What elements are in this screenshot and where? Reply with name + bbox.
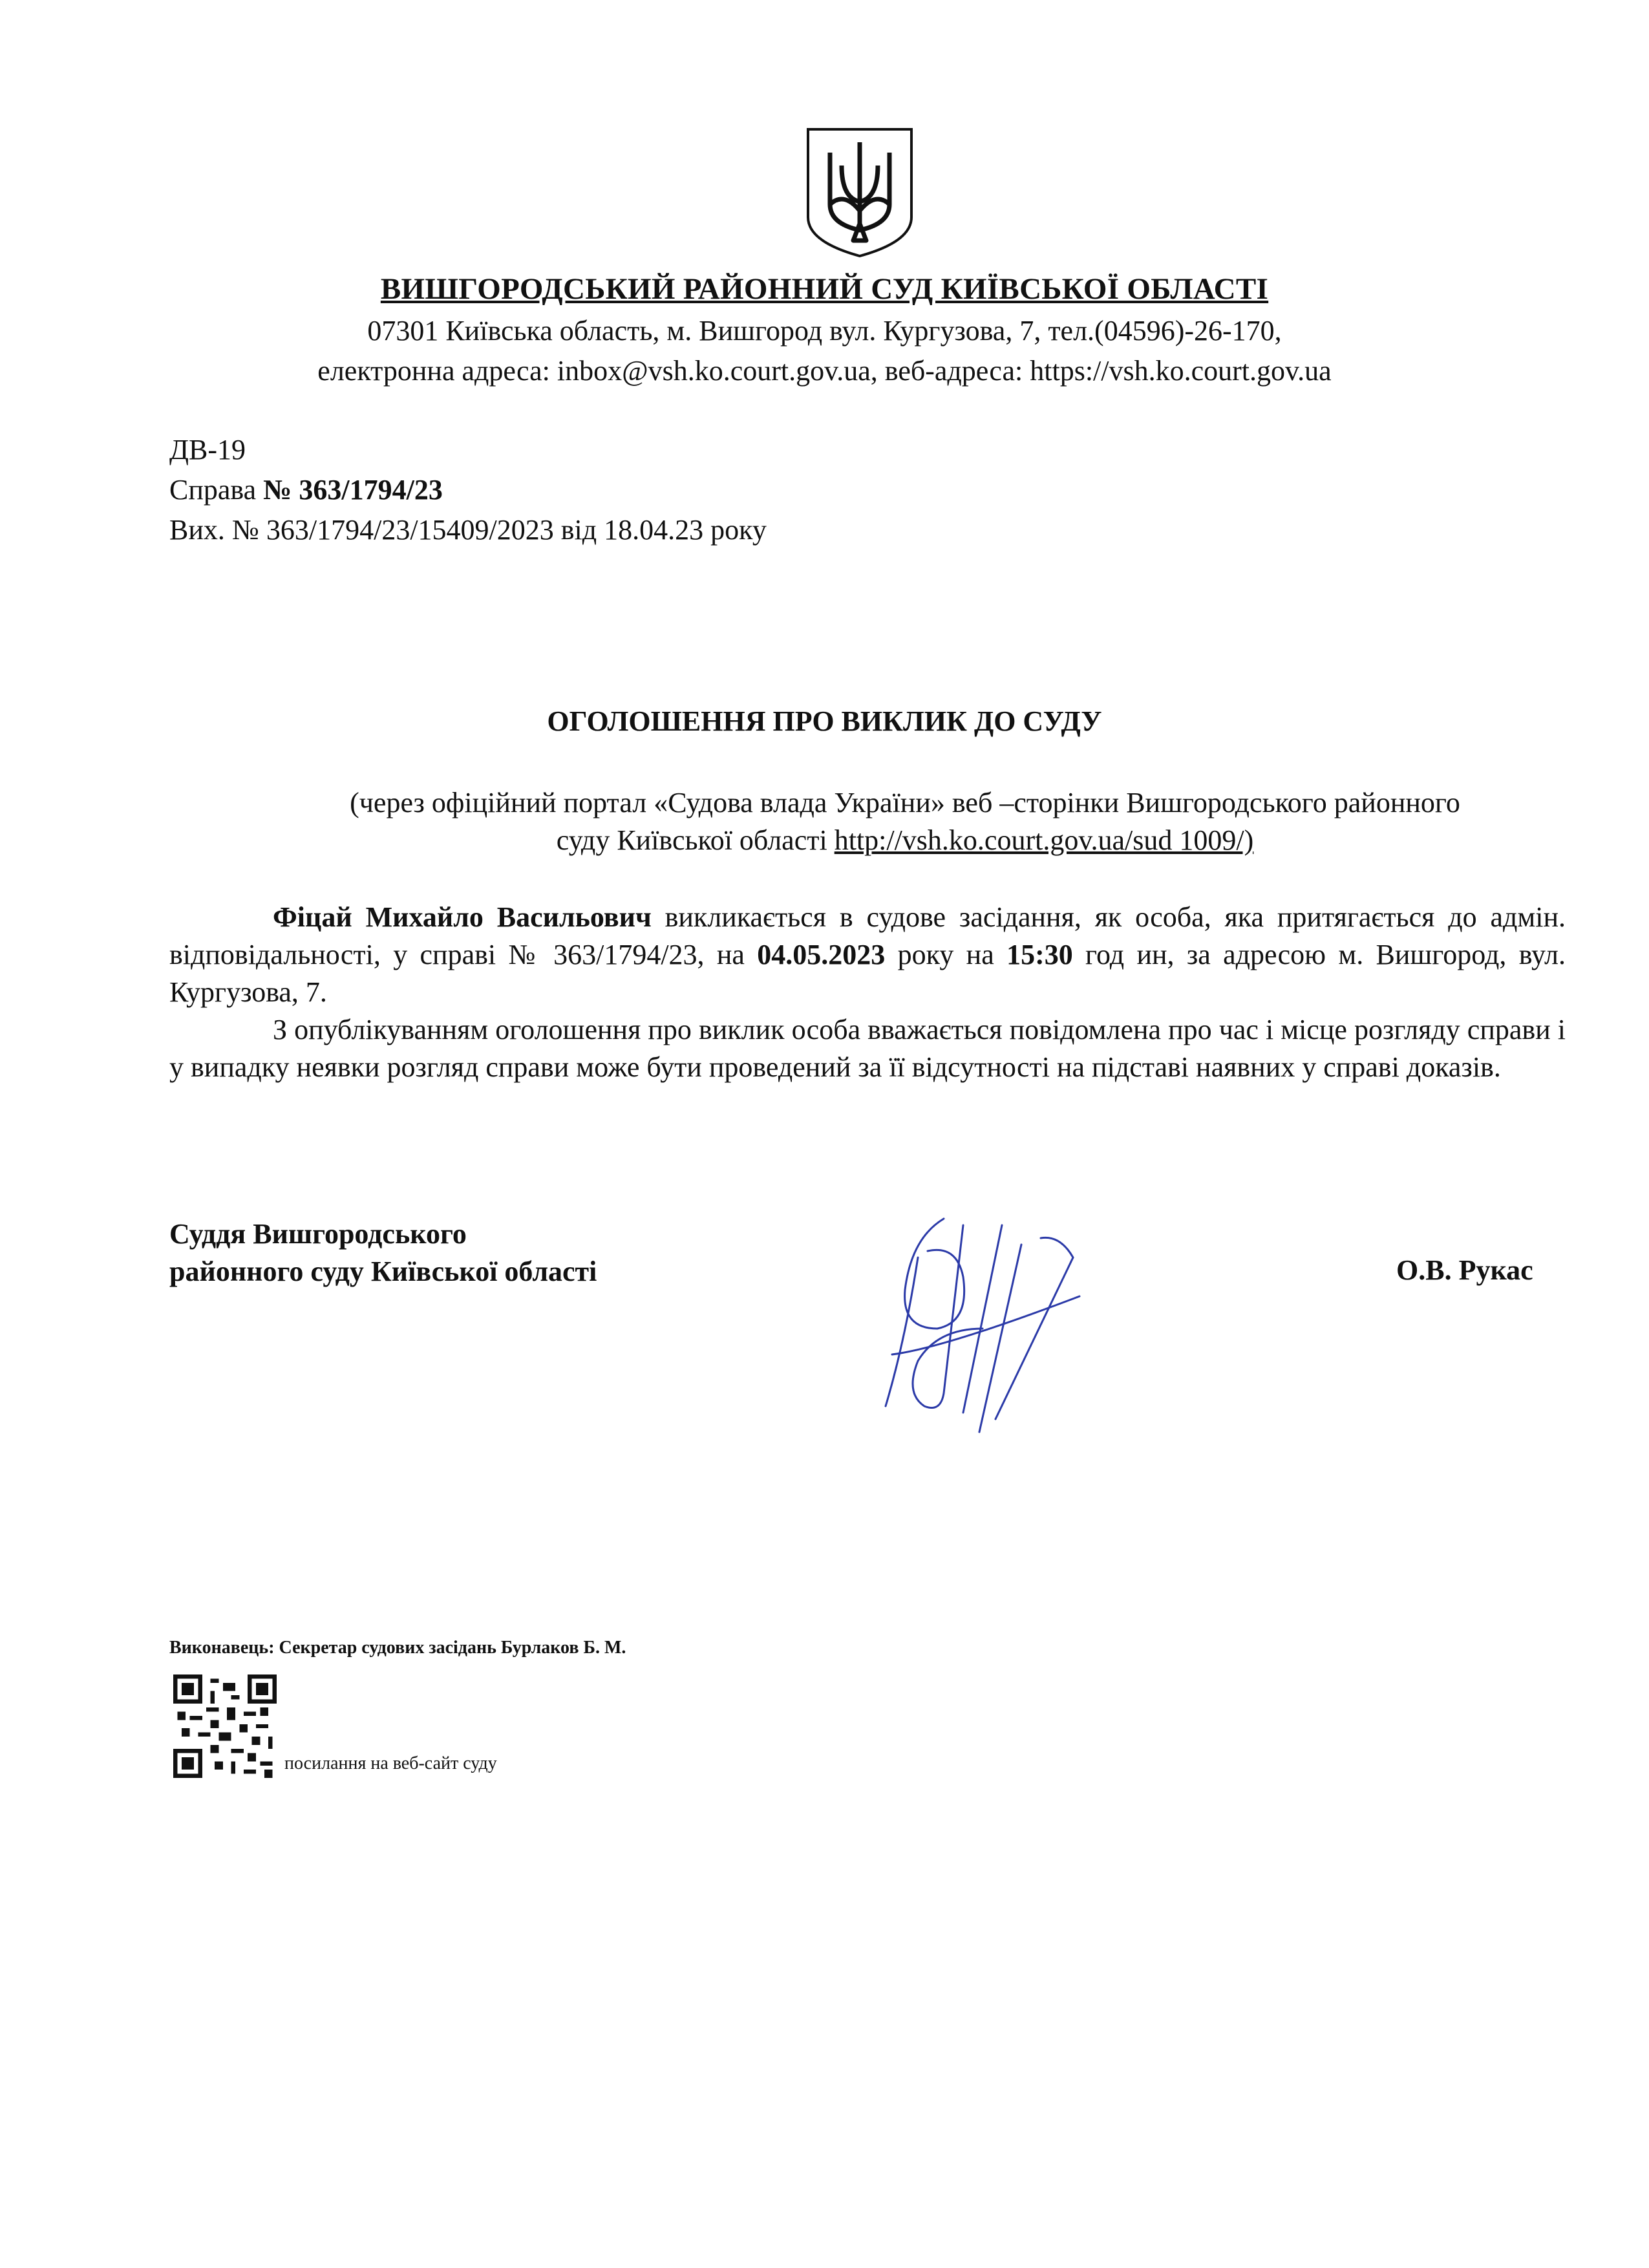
trident-icon <box>804 127 915 259</box>
person-name: Фіцай Михайло Васильович <box>273 901 652 933</box>
case-number: № 363/1794/23 <box>263 474 443 506</box>
portal-line-2: суду Київської області <box>556 824 835 856</box>
hearing-date: 04.05.2023 <box>757 939 886 970</box>
court-name: ВИШГОРОДСЬКИЙ РАЙОННИЙ СУД КИЇВСЬКОЇ ОБЛАСТІ <box>380 272 1269 306</box>
hearing-time: 15:30 <box>1006 939 1073 970</box>
qr-code-icon <box>173 1674 277 1778</box>
portal-link[interactable]: http://vsh.ko.court.gov.ua/sud 1009/) <box>834 824 1254 856</box>
signature-image <box>866 1199 1125 1445</box>
notice-paragraph: З опублікуванням оголошення про виклик особа вважається повідомлена про час і місце розгляду справи і у випадку неявки розгляд справи може бути проведений за її відсутності на підставі наявних у справі доказів. <box>169 1014 1566 1083</box>
case-label: Справа <box>169 474 257 506</box>
outgoing-number: Вих. № 363/1794/23/15409/2023 від 18.04.23 року <box>169 514 767 546</box>
portal-line-1: (через офіційний портал «Судова влада України» веб –сторінки Вишгородського районного <box>350 787 1460 818</box>
announcement-body <box>169 899 1566 1086</box>
document-code: ДВ-19 <box>169 434 246 465</box>
qr-caption: посилання на веб-сайт суду <box>284 1753 497 1773</box>
judge-name: О.В. Рукас <box>1396 1254 1533 1286</box>
portal-note <box>255 784 1555 859</box>
executor-line: Виконавець: Секретар судових засідань Бурлаков Б. М. <box>169 1638 626 1658</box>
court-address: 07301 Київська область, м. Вишгород вул. Кургузова, 7, тел.(04596)-26-170, <box>367 315 1282 347</box>
case-reference <box>169 473 443 506</box>
summons-paragraph: Фіцай Михайло Васильович викликається в судове засідання, як особа, яка притягається до адмін. відповідальності, у справі № 363/1794/23, на 04.05.2023 року на 15:30 год ин, за адресою м. Вишгород, вул. Кургузова, 7. <box>169 901 1566 1008</box>
announcement-title: ОГОЛОШЕННЯ ПРО ВИКЛИК ДО СУДУ <box>547 705 1102 737</box>
court-contacts: електронна адреса: inbox@vsh.ko.court.gov.ua, веб-адреса: https://vsh.ko.court.gov.ua <box>317 355 1332 387</box>
judge-position: Суддя Вишгородського районного суду Київської області <box>169 1218 597 1287</box>
